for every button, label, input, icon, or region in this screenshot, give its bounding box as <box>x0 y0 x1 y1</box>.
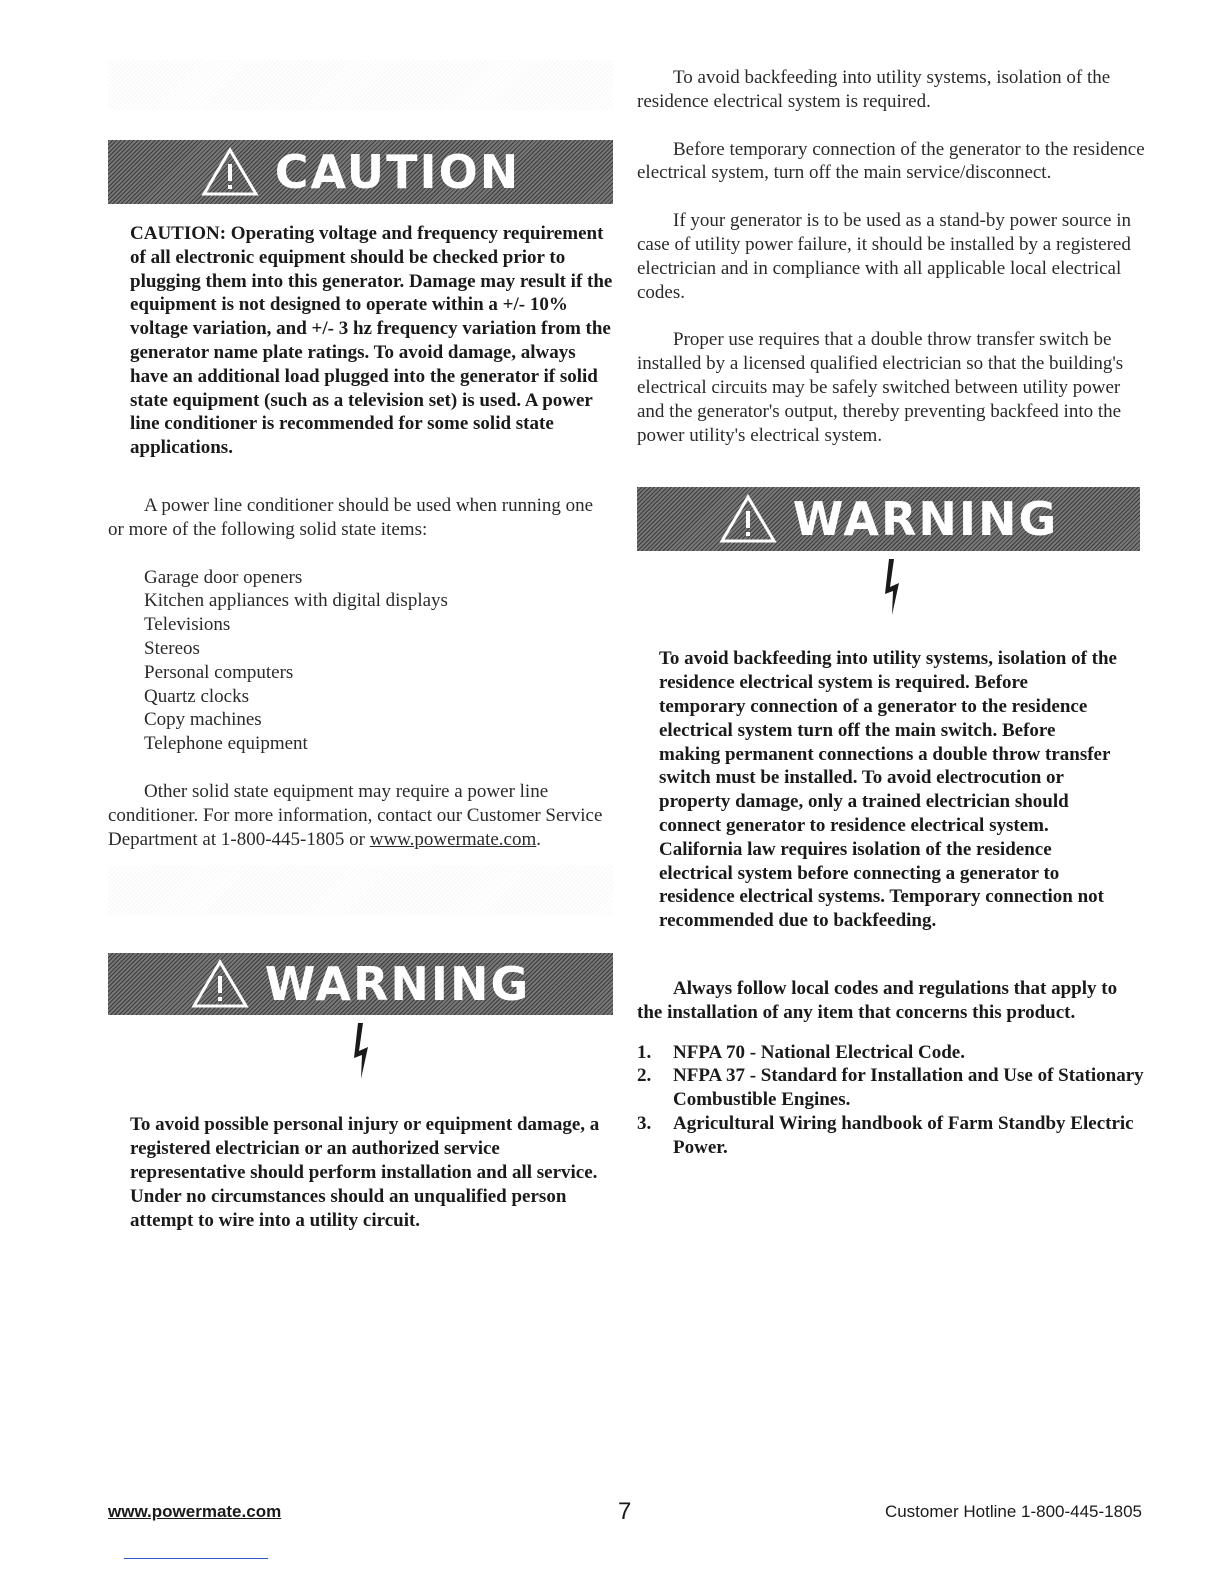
list-item <box>637 1064 1147 1112</box>
list-text: Agricultural Wiring handbook of Farm Standby Electric Power. <box>673 1112 1134 1158</box>
list-item: Televisions <box>144 614 231 636</box>
warning-triangle-icon <box>191 959 249 1009</box>
website-link[interactable]: www.powermate.com <box>369 828 537 850</box>
lightning-bolt-icon <box>348 1021 374 1081</box>
left-column <box>108 60 613 1232</box>
warning-text-right: To avoid backfeeding into utility systems, isolation of the residence electrical system is required. Before temporary connection of a generator to the residence electrical system turn off the main switch. Before making permanent connections a double throw transfer switch must be installed. To avoid electrocution or property damage, only a trained electrician should connect generator to residence electrical system. California law requires isolation of the residence electrical system before connecting a generator to residence electrical systems. Temporary connection not recommended due to backfeeding. <box>659 648 1117 932</box>
faded-section-header <box>108 60 613 110</box>
warning-banner-label: WARNING <box>792 492 1059 547</box>
codes-list <box>637 1041 1147 1160</box>
standby-paragraph: If your generator is to be used as a stand-by power source in case of utility power failure, it should be installed by a registered electrician and in compliance with all applicable local electrical codes. <box>637 210 1131 303</box>
list-text: NFPA 37 - Standard for Installation and Use of Stationary Combustible Engines. <box>673 1065 1144 1111</box>
caution-text: CAUTION: Operating voltage and frequency requirement of all electronic equipment should be checked prior to plugging them into this generator. Damage may result if the equipment is not designed to operate within a +/- 10% voltage variation, and +/- 3 hz frequency variation from the generator name plate ratings. To avoid damage, always have an additional load plugged into the generator if solid state equipment (such as a television set) is used. A power line conditioner is recommended for some solid state applications. <box>130 223 613 459</box>
list-number: 2. <box>637 1065 652 1087</box>
list-item: Personal computers <box>144 661 294 683</box>
warning-triangle-icon <box>201 147 259 197</box>
warning-banner-left <box>108 953 613 1015</box>
list-item: Kitchen appliances with digital displays <box>144 590 448 612</box>
list-item: Stereos <box>144 637 200 659</box>
list-item: Telephone equipment <box>144 733 308 755</box>
list-item: Garage door openers <box>144 566 303 588</box>
backfeeding-paragraph: To avoid backfeeding into utility systems, isolation of the residence electrical system is required. <box>637 67 1111 112</box>
warning-banner-right <box>637 487 1140 551</box>
other-equipment-text <box>108 780 613 851</box>
right-column <box>637 66 1147 1160</box>
list-number: 3. <box>637 1112 652 1134</box>
conditioner-intro: A power line conditioner should be used when running one or more of the following solid state items: <box>108 494 594 540</box>
other-equipment-body: Other solid state equipment may require a power line conditioner. For more information, contact our Customer Service Department at 1-800-445-1805 or <box>108 780 603 850</box>
local-codes-paragraph: Always follow local codes and regulations that apply to the installation of any item that concerns this product. <box>637 977 1118 1023</box>
faded-section-header <box>108 865 613 915</box>
transfer-switch-paragraph: Proper use requires that a double throw transfer switch be installed by a licensed qualified electrician so that the building's electrical circuits may be safely switched between utility power and the generator's output, thereby preventing backfeed into the power utility's electrical system. <box>637 329 1124 446</box>
temporary-connection-paragraph: Before temporary connection of the generator to the residence electrical system, turn off the main service/disconnect. <box>637 138 1145 184</box>
caution-banner <box>108 140 613 204</box>
list-item: Copy machines <box>144 709 262 731</box>
footer-website-link[interactable]: www.powermate.com <box>108 1502 282 1521</box>
customer-hotline: Customer Hotline 1-800-445-1805 <box>884 1502 1142 1521</box>
warning-text-left: To avoid possible personal injury or equipment damage, a registered electrician or an authorized service representative should perform installation and all service. Under no circumstances should an unqualified person attempt to wire into a utility circuit. <box>130 1114 600 1231</box>
warning-banner-label: WARNING <box>264 957 531 1012</box>
page-number: 7 <box>618 1498 632 1525</box>
page-footer <box>108 1498 1142 1528</box>
website-suffix: . <box>536 828 542 850</box>
list-item <box>637 1041 1147 1065</box>
footer-rule <box>124 1558 268 1559</box>
solid-state-items-list <box>144 566 613 756</box>
list-item: Quartz clocks <box>144 685 249 707</box>
caution-banner-label: CAUTION <box>274 145 521 199</box>
list-item <box>637 1112 1147 1160</box>
warning-triangle-icon <box>719 494 777 544</box>
list-text: NFPA 70 - National Electrical Code. <box>673 1041 965 1063</box>
lightning-bolt-icon <box>879 557 905 617</box>
list-number: 1. <box>637 1041 652 1063</box>
